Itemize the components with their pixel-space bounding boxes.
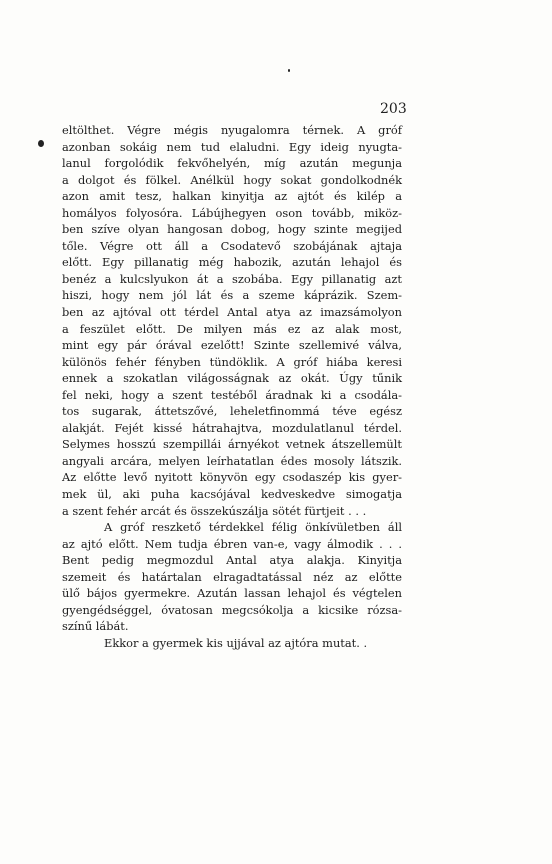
text-line: tos sugarak, áttetszővé, leheletfinommá téve egész [62,404,402,419]
text-line: különös fehér fényben tündöklik. A gróf hiába keresi [62,354,402,369]
text-line: Selymes hosszú szempillái árnyékot vetnek átszellemült [62,437,402,452]
body-text [62,122,402,652]
text-line: a feszület előtt. De milyen más ez az alak most, [62,321,402,336]
text-line: a szent fehér arcát és összekúszálja sötét fürtjeit . . . [62,503,367,518]
text-line: ennek a szokatlan világosságnak az okát. Úgy tűnik [62,371,402,386]
text-line: szemeit és határtalan elragadtatással néz az előtte [62,569,402,584]
text-line: ben az ajtóval ott térdel Antal atya az imazsámolyon [62,305,402,320]
text-line: Bent pedig megmozdul Antal atya alakja. Kinyitja [62,553,402,568]
text-line: színű lábát. [62,619,129,634]
text-line: a dolgot és fölkel. Anélkül hogy sokat gondolkodnék [62,172,402,187]
text-line: fel neki, hogy a szent testéből áradnak ki a csodála- [62,387,402,402]
text-line: A gróf reszkető térdekkel félig önkívületben áll [104,520,402,535]
text-line: tőle. Végre ott áll a Csodatevő szobájának ajtaja [62,238,402,253]
text-line: benéz a kulcslyukon át a szobába. Egy pillanatig azt [62,271,402,286]
text-line: mek ül, aki puha kacsójával kedveskedve simogatja [62,487,402,502]
text-line: lanul forgolódik fekvőhelyén, míg azután megunja [62,156,402,171]
text-line: Ekkor a gyermek kis ujjával az ajtóra mutat. . [104,635,368,650]
text-line: eltölthet. Végre mégis nyugalomra térnek. A gróf [62,123,402,137]
ink-speck [288,69,290,72]
text-line: alakját. Fejét kissé hátrahajtva, mozdulatlanul térdel. [62,420,402,435]
text-line: ben szíve olyan hangosan dobog, hogy szinte megijed [62,222,402,237]
text-line: angyali arcára, melyen leírhatatlan édes mosoly látszik. [62,453,402,468]
text-line: azonban sokáig nem tud elaludni. Egy ideig nyugta- [62,139,402,154]
text-line: ülő bájos gyermekre. Azután lassan lehajol és végtelen [62,586,402,601]
text-line: azon amit tesz, halkan kinyitja az ajtót és kilép a [62,189,402,204]
ink-spot [38,140,44,147]
page-number: 203 [380,101,407,117]
text-line: mint egy pár órával ezelőtt! Szinte szellemivé válva, [62,338,402,353]
text-line: az ajtó előtt. Nem tudja ébren van-e, vagy álmodik . . . [62,536,402,551]
text-line: hiszi, hogy nem jól lát és a szeme káprázik. Szem- [62,288,402,303]
text-line: homályos folyosóra. Lábújhegyen oson tovább, miköz- [62,205,402,220]
text-line: előtt. Egy pillanatig még habozik, azután lehajol és [62,255,402,270]
text-line: gyengédséggel, óvatosan megcsókolja a kicsike rózsa- [62,602,402,617]
text-line: Az előtte levő nyitott könyvön egy csodaszép kis gyer- [62,470,402,485]
